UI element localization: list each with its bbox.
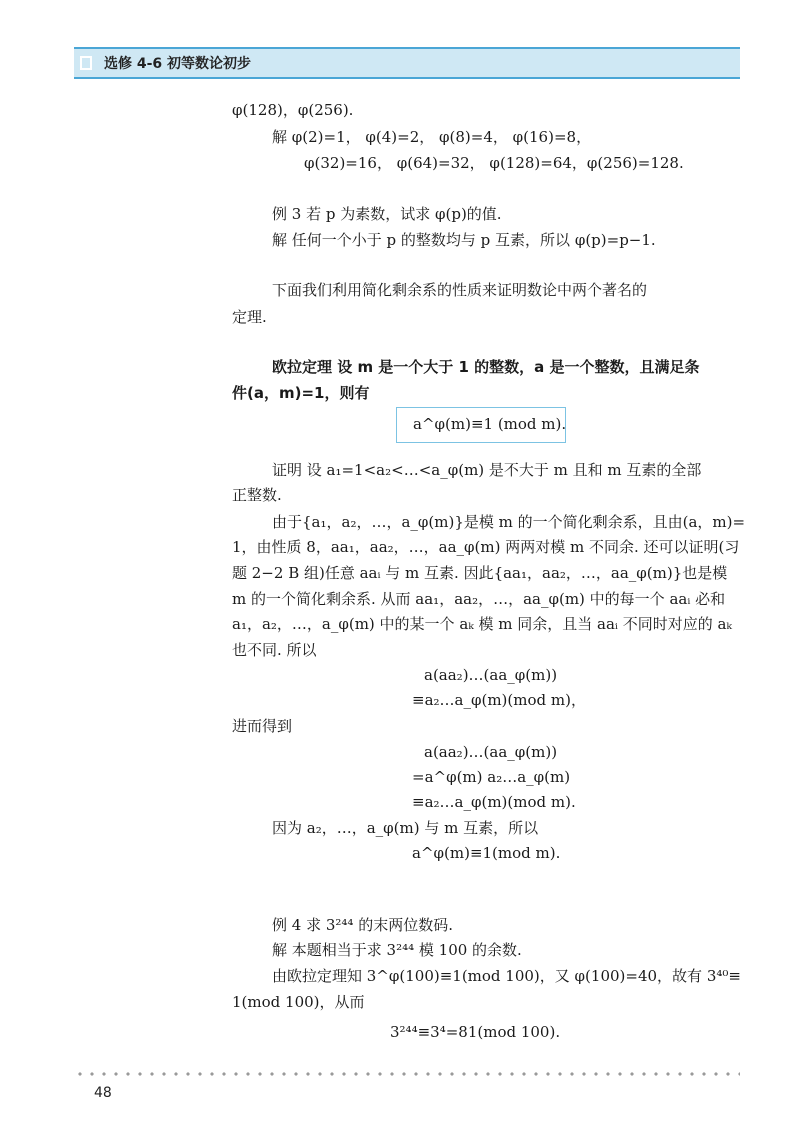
- equation-line: ≡a₂…a_φ(m)(mod m)，: [412, 691, 586, 709]
- equation-line: a(aa₂)…(aa_φ(m)): [424, 666, 558, 684]
- header-title: 选修 4-6 初等数论初步: [104, 56, 252, 72]
- text-line: 因为 a₂，…，a_φ(m) 与 m 互素，所以: [272, 819, 539, 837]
- equation-line: a(aa₂)…(aa_φ(m)): [424, 743, 558, 761]
- example-4-line: 例 4 求 3²⁴⁴ 的末两位数码.: [272, 916, 453, 934]
- text-line: φ(32)=16， φ(64)=32， φ(128)=64，φ(256)=128.: [304, 154, 684, 172]
- equation-line: ≡a₂…a_φ(m)(mod m).: [412, 793, 576, 811]
- equation-line: a^φ(m)≡1(mod m).: [412, 844, 561, 862]
- text-line: 也不同. 所以: [232, 641, 317, 659]
- text-line: m 的一个简化剩余系. 从而 aa₁，aa₂，…，aa_φ(m) 中的每一个 aaᵢ 必和: [232, 590, 726, 608]
- text-line: φ(128)，φ(256).: [232, 101, 354, 119]
- equation-line: =a^φ(m) a₂…a_φ(m): [412, 768, 571, 786]
- header-square-icon: [80, 56, 92, 70]
- example-3-line: 例 3 若 p 为素数，试求 φ(p)的值.: [272, 205, 502, 223]
- page-number: 48: [94, 1085, 112, 1101]
- text-line: 解 本题相当于求 3²⁴⁴ 模 100 的余数.: [272, 941, 522, 959]
- euler-theorem-line: 欧拉定理 设 m 是一个大于 1 的整数，a 是一个整数，且满足条: [272, 358, 700, 376]
- equation-line: 3²⁴⁴≡3⁴=81(mod 100).: [390, 1023, 561, 1041]
- chapter-header: [74, 47, 740, 79]
- text-line: 1(mod 100)，从而: [232, 993, 365, 1011]
- text-line: 1，由性质 8，aa₁，aa₂，…，aa_φ(m) 两两对模 m 不同余. 还可以证明(习: [232, 538, 740, 556]
- text-line: 由欧拉定理知 3^φ(100)≡1(mod 100)，又 φ(100)=40，故有 3⁴⁰≡: [272, 967, 741, 985]
- text-line: 解 任何一个小于 p 的整数均与 p 互素，所以 φ(p)=p−1.: [272, 231, 656, 249]
- text-line: 题 2−2 B 组)任意 aaᵢ 与 m 互素. 因此{aa₁，aa₂，…，aa_φ(m)}也是模: [232, 564, 728, 582]
- text-line: 下面我们利用简化剩余系的性质来证明数论中两个著名的: [272, 281, 648, 299]
- text-line: 定理.: [232, 308, 267, 326]
- text-line: 进而得到: [232, 717, 293, 735]
- text-line: a₁，a₂，…，a_φ(m) 中的某一个 aₖ 模 m 同余，且当 aaᵢ 不同时对应的 aₖ: [232, 615, 732, 633]
- text-line: 解 φ(2)=1， φ(4)=2， φ(8)=4， φ(16)=8，: [272, 128, 592, 146]
- footer-dotted-divider: [74, 1072, 740, 1076]
- euler-formula: a^φ(m)≡1 (mod m).: [413, 415, 567, 433]
- text-line: 由于{a₁，a₂，…，a_φ(m)}是模 m 的一个简化剩余系，且由(a，m)=: [272, 513, 746, 531]
- text-line: 正整数.: [232, 486, 282, 504]
- proof-line: 证明 设 a₁=1<a₂<…<a_φ(m) 是不大于 m 且和 m 互素的全部: [272, 461, 702, 479]
- euler-theorem-line: 件(a，m)=1，则有: [232, 384, 370, 402]
- euler-formula-box: [396, 407, 566, 443]
